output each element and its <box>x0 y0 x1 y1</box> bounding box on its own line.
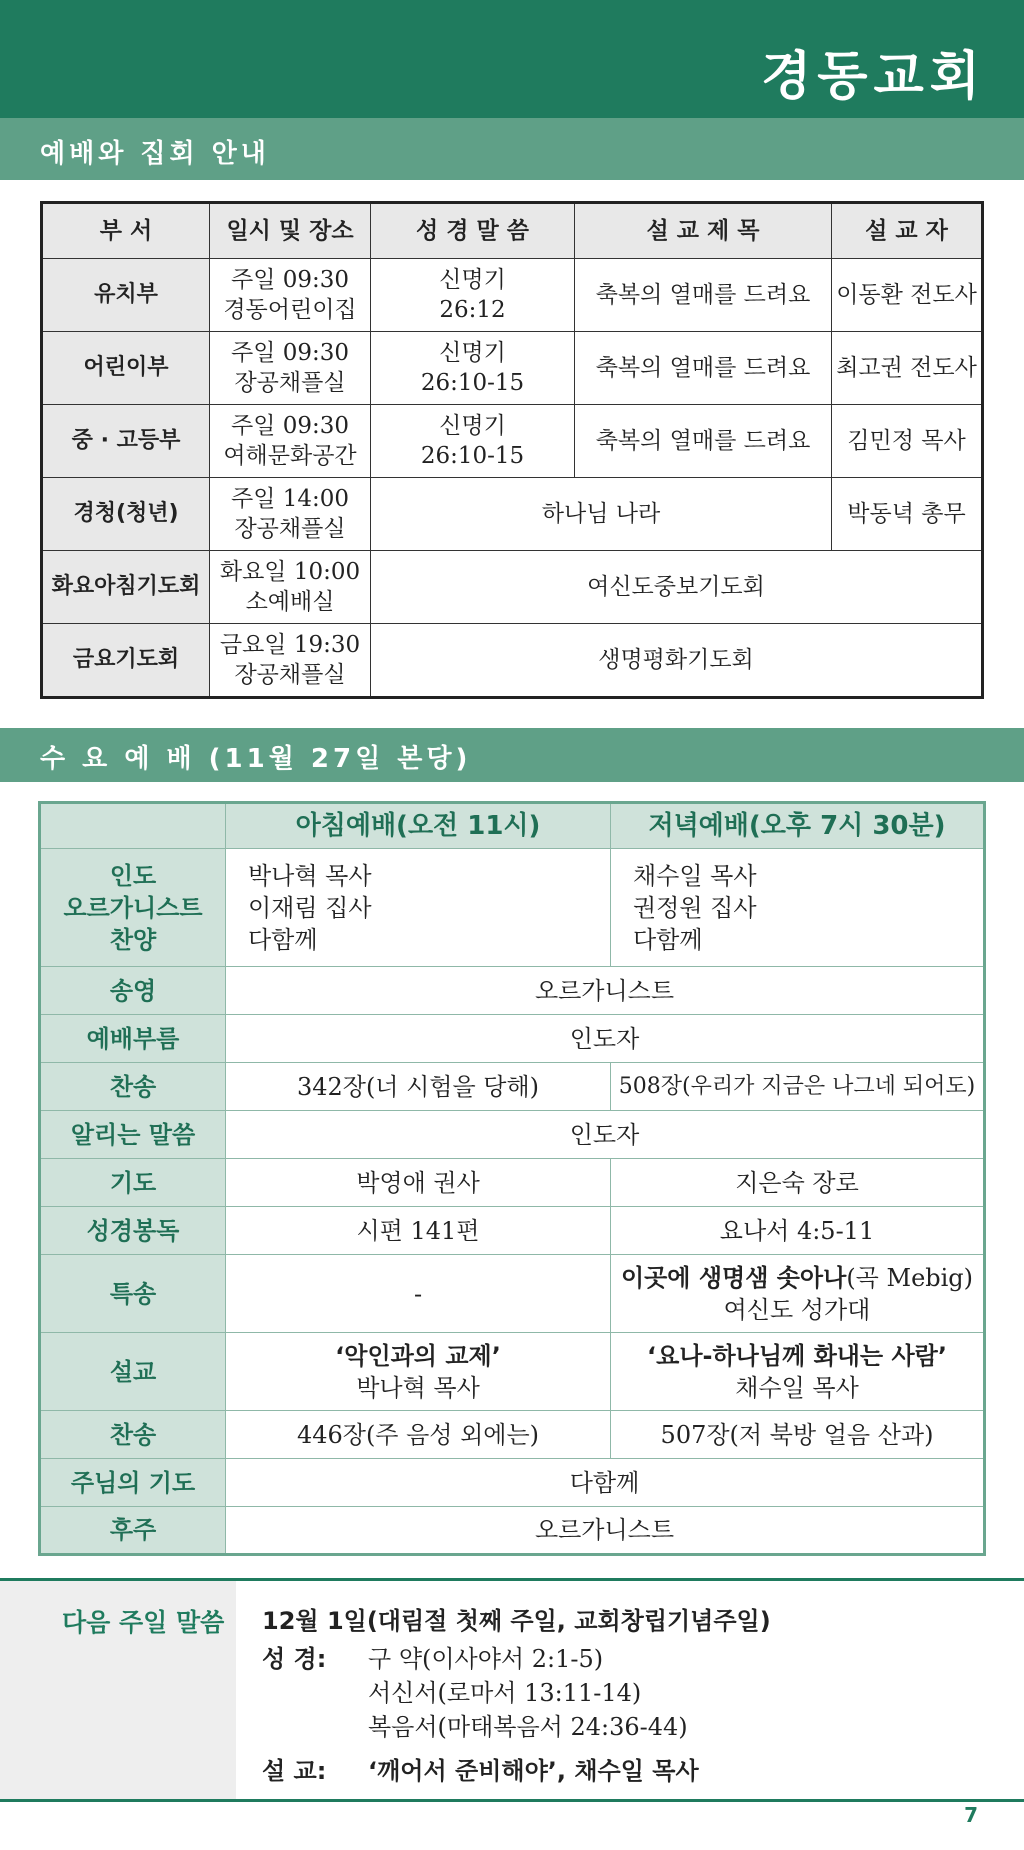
table-row <box>40 1015 985 1063</box>
morning-value: 박영애 권사 <box>226 1159 611 1207</box>
role-value: 권정원 집사 <box>633 893 757 922</box>
title-cell: 축복의 열매를 드려요 <box>575 405 832 478</box>
role-label: 인도 <box>109 861 157 890</box>
time-place-cell <box>210 624 371 698</box>
scripture-cell <box>371 332 575 405</box>
time: 주일 09:30 <box>230 413 350 439</box>
col-header-dept: 부 서 <box>42 203 210 259</box>
header-band <box>0 0 1024 118</box>
dept-cell: 금요기도회 <box>42 624 210 698</box>
table-row <box>40 1333 985 1411</box>
merged-cell: 생명평화기도회 <box>371 624 983 698</box>
row-label: 기도 <box>40 1159 226 1207</box>
role-label: 오르가니스트 <box>63 893 203 922</box>
col-header-preacher: 설 교 자 <box>832 203 983 259</box>
sermon-preacher: 채수일 목사 <box>735 1373 859 1402</box>
book: 신명기 <box>439 413 506 439</box>
page-number: 7 <box>964 1803 978 1827</box>
church-name: 경동교회 <box>761 47 986 107</box>
section-title: 수 요 예 배 (11월 27일 본당) <box>40 744 472 774</box>
evening-value: 요나서 4:5-11 <box>611 1207 985 1255</box>
next-sunday-label-box <box>0 1581 236 1799</box>
section-header-wednesday <box>0 728 1024 782</box>
time-place-cell <box>210 405 371 478</box>
row-value: 인도자 <box>226 1015 985 1063</box>
scripture-cell <box>371 259 575 332</box>
table-header-row <box>42 203 983 259</box>
next-date-line: 12월 1일(대림절 첫째 주일, 교회창립기념주일) <box>262 1607 771 1635</box>
table-row <box>42 259 983 332</box>
row-value: 오르가니스트 <box>226 967 985 1015</box>
sermon-label: 설 교: <box>262 1757 327 1785</box>
verse: 26:10-15 <box>420 443 525 469</box>
verse: 26:12 <box>439 297 506 323</box>
role-label: 찬양 <box>109 925 157 954</box>
time-place-cell <box>210 551 371 624</box>
place: 장공채플실 <box>234 370 346 396</box>
role-value: 채수일 목사 <box>633 861 757 890</box>
table-row <box>40 849 985 967</box>
preacher-cell: 이동환 전도사 <box>832 259 983 332</box>
col-header-evening: 저녁예배(오후 7시 30분) <box>611 803 985 849</box>
table-row <box>42 624 983 698</box>
role-value: 다함께 <box>248 925 318 954</box>
table-row <box>40 1255 985 1333</box>
table-row <box>42 405 983 478</box>
row-label: 설교 <box>40 1333 226 1411</box>
morning-value: - <box>226 1255 611 1333</box>
book: 신명기 <box>439 267 506 293</box>
dept-cell: 화요아침기도회 <box>42 551 210 624</box>
next-sermon: ‘깨어서 준비해야’, 채수일 목사 <box>368 1757 699 1785</box>
special-song-title: 이곳에 생명샘 솟아나 <box>620 1263 847 1292</box>
book: 신명기 <box>439 340 506 366</box>
table-row <box>40 1411 985 1459</box>
place: 여해문화공간 <box>223 443 357 469</box>
row-label: 특송 <box>40 1255 226 1333</box>
table-row <box>40 1459 985 1507</box>
morning-value: 446장(주 음성 외에는) <box>226 1411 611 1459</box>
sermon-preacher: 박나혁 목사 <box>356 1373 480 1402</box>
special-song-composer: (곡 Mebig) <box>846 1263 974 1292</box>
col-header-scripture: 성 경 말 씀 <box>371 203 575 259</box>
scripture-ot: 구 약(이사야서 2:1-5) <box>368 1645 604 1673</box>
col-header-title: 설 교 제 목 <box>575 203 832 259</box>
evening-roles <box>611 849 985 967</box>
row-value: 다함께 <box>226 1459 985 1507</box>
next-sunday-box <box>0 1578 1024 1802</box>
table-row <box>40 1207 985 1255</box>
morning-value: 시편 141편 <box>226 1207 611 1255</box>
row-label: 후주 <box>40 1507 226 1555</box>
preacher-cell: 김민정 목사 <box>832 405 983 478</box>
sermon-title: ‘악인과의 교제’ <box>335 1341 501 1370</box>
row-label: 성경봉독 <box>40 1207 226 1255</box>
row-label: 찬송 <box>40 1411 226 1459</box>
time: 금요일 19:30 <box>219 632 361 658</box>
scripture-cell <box>371 405 575 478</box>
row-value: 오르가니스트 <box>226 1507 985 1555</box>
time-place-cell <box>210 259 371 332</box>
time: 화요일 10:00 <box>219 559 361 585</box>
table-row <box>42 551 983 624</box>
special-song-line <box>614 1262 980 1294</box>
role-value: 이재림 집사 <box>248 893 372 922</box>
roles-label <box>40 849 226 967</box>
merged-cell: 여신도중보기도회 <box>371 551 983 624</box>
scripture-gospel: 복음서(마태복음서 24:36-44) <box>368 1713 688 1741</box>
sermon-title: ‘요나-하나님께 화내는 사람’ <box>647 1341 947 1370</box>
evening-value <box>611 1333 985 1411</box>
dept-cell: 중 · 고등부 <box>42 405 210 478</box>
place: 소예배실 <box>245 589 335 615</box>
table-row <box>40 1159 985 1207</box>
dept-cell: 유치부 <box>42 259 210 332</box>
table-row <box>40 967 985 1015</box>
morning-value: 342장(너 시험을 당해) <box>226 1063 611 1111</box>
table-header-row <box>40 803 985 849</box>
place: 장공채플실 <box>234 662 346 688</box>
table-row <box>40 1063 985 1111</box>
evening-value <box>611 1255 985 1333</box>
scripture-epistle: 서신서(로마서 13:11-14) <box>368 1679 642 1707</box>
role-value: 다함께 <box>633 925 703 954</box>
place: 장공채플실 <box>234 516 346 542</box>
table-row <box>42 332 983 405</box>
preacher-cell: 최고권 전도사 <box>832 332 983 405</box>
title-cell: 축복의 열매를 드려요 <box>575 259 832 332</box>
morning-value <box>226 1333 611 1411</box>
table-row <box>40 1111 985 1159</box>
col-header-morning: 아침예배(오전 11시) <box>226 803 611 849</box>
dept-cell: 경청(청년) <box>42 478 210 551</box>
time: 주일 09:30 <box>230 267 350 293</box>
row-value: 인도자 <box>226 1111 985 1159</box>
row-label: 송영 <box>40 967 226 1015</box>
evening-value: 508장(우리가 지금은 나그네 되어도) <box>611 1063 985 1111</box>
evening-value: 지은숙 장로 <box>611 1159 985 1207</box>
role-value: 박나혁 목사 <box>248 861 372 890</box>
table-row <box>40 1507 985 1555</box>
next-sunday-label: 다음 주일 말씀 <box>62 1608 225 1637</box>
corner-cell <box>40 803 226 849</box>
time-place-cell <box>210 478 371 551</box>
time: 주일 14:00 <box>230 486 350 512</box>
evening-value: 507장(저 북방 얼음 산과) <box>611 1411 985 1459</box>
special-song-choir: 여신도 성가대 <box>723 1295 871 1324</box>
section-title: 예배와 집회 안내 <box>40 139 270 169</box>
row-label: 알리는 말씀 <box>40 1111 226 1159</box>
preacher-cell: 박동녁 총무 <box>832 478 983 551</box>
row-label: 주님의 기도 <box>40 1459 226 1507</box>
table-row <box>42 478 983 551</box>
morning-roles <box>226 849 611 967</box>
section-header-services <box>0 118 1024 180</box>
time-place-cell <box>210 332 371 405</box>
col-header-time: 일시 및 장소 <box>210 203 371 259</box>
merged-cell: 하나님 나라 <box>371 478 832 551</box>
dept-cell: 어린이부 <box>42 332 210 405</box>
scripture-label: 성 경: <box>262 1645 327 1673</box>
time: 주일 09:30 <box>230 340 350 366</box>
title-cell: 축복의 열매를 드려요 <box>575 332 832 405</box>
services-table <box>40 201 984 699</box>
wednesday-service-table <box>38 801 986 1556</box>
row-label: 예배부름 <box>40 1015 226 1063</box>
verse: 26:10-15 <box>420 370 525 396</box>
row-label: 찬송 <box>40 1063 226 1111</box>
place: 경동어린이집 <box>223 297 357 323</box>
